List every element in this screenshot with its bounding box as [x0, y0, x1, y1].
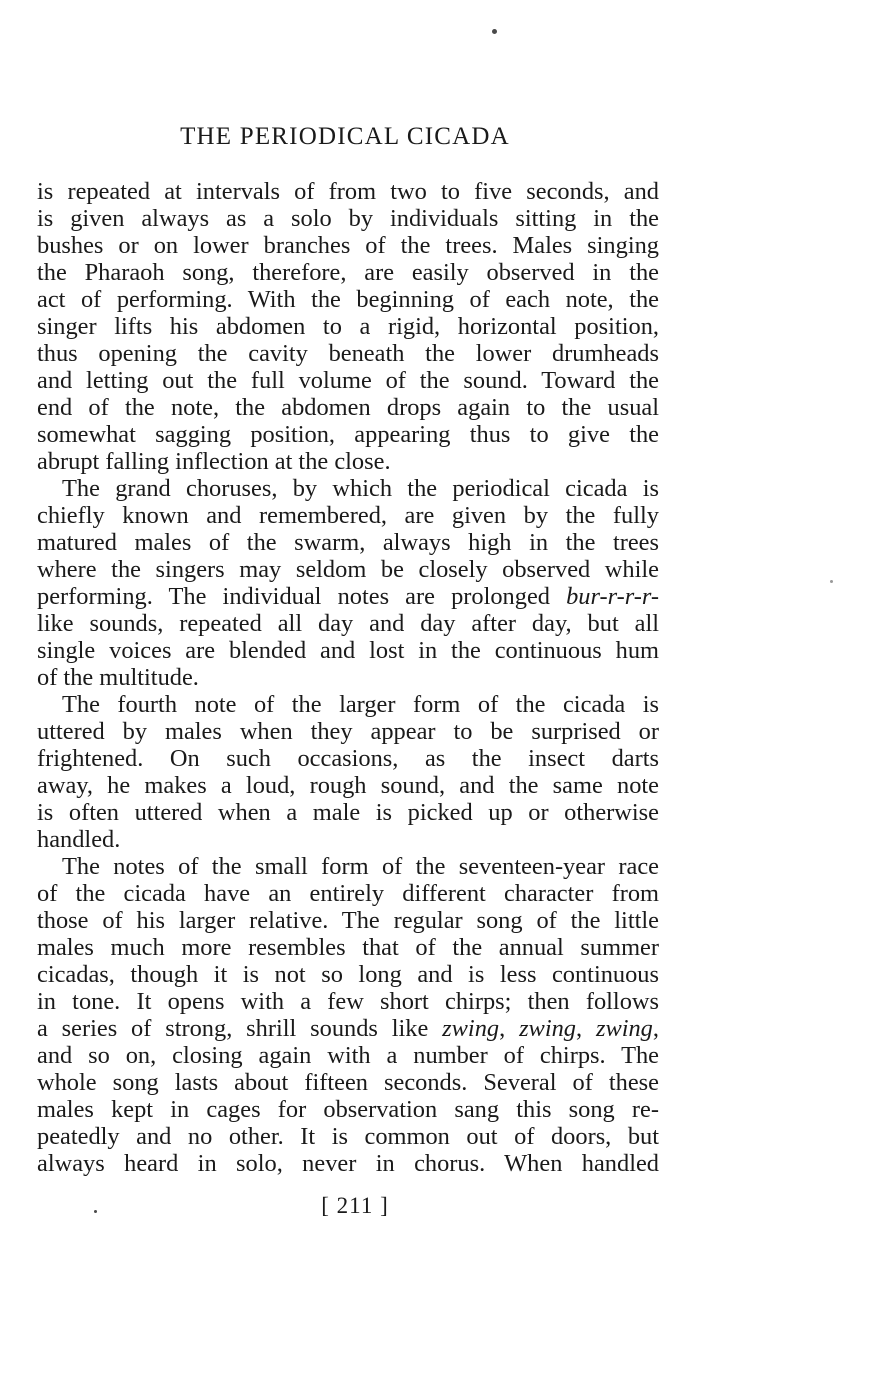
text-line: those of his larger relative. The regular song of the little	[37, 907, 659, 934]
text-line: in tone. It opens with a few short chirps; then follows	[37, 988, 659, 1015]
paragraph-1	[37, 178, 659, 475]
paragraph-2	[37, 475, 659, 691]
italic-text: zwing	[519, 1015, 576, 1042]
paragraph-3	[37, 691, 659, 853]
text-line: whole song lasts about fifteen seconds. Several of these	[37, 1069, 659, 1096]
text-line: away, he makes a loud, rough sound, and the same note	[37, 772, 659, 799]
text-line: like sounds, repeated all day and day after day, but all	[37, 610, 659, 637]
text-line	[37, 1015, 659, 1042]
paragraph-4	[37, 853, 659, 1177]
text-line: males kept in cages for observation sang this song re-	[37, 1096, 659, 1123]
text-line: The grand choruses, by which the periodical cicada is	[62, 475, 659, 502]
text-line: bushes or on lower branches of the trees. Males singing	[37, 232, 659, 259]
text-line: end of the note, the abdomen drops again to the usual	[37, 394, 659, 421]
italic-text: zwing	[442, 1015, 500, 1042]
text-segment: ,	[652, 1015, 659, 1042]
text-segment: ,	[499, 1015, 520, 1042]
text-line: peatedly and no other. It is common out of doors, but	[37, 1123, 659, 1150]
italic-text: zwing	[595, 1015, 653, 1042]
text-line: act of performing. With the beginning of each note, the	[37, 286, 659, 313]
running-head-title: THE PERIODICAL CICADA	[180, 123, 510, 150]
text-line: singer lifts his abdomen to a rigid, horizontal position,	[37, 313, 659, 340]
text-line	[37, 583, 659, 610]
text-line: where the singers may seldom be closely observed while	[37, 556, 659, 583]
text-line: is given always as a solo by individuals sitting in the	[37, 205, 659, 232]
text-line: somewhat sagging position, appearing thus to give the	[37, 421, 659, 448]
page-number	[0, 1192, 710, 1220]
text-line: abrupt falling inflection at the close.	[37, 448, 391, 475]
text-segment: ,	[576, 1015, 596, 1042]
text-line: is often uttered when a male is picked up or otherwise	[37, 799, 659, 826]
text-line: single voices are blended and lost in the continuous hum	[37, 637, 659, 664]
text-line: and letting out the full volume of the sound. Toward the	[37, 367, 659, 394]
text-line: The fourth note of the larger form of the cicada is	[62, 691, 659, 718]
text-line: cicadas, though it is not so long and is less continuous	[37, 961, 659, 988]
text-line: thus opening the cavity beneath the lower drumheads	[37, 340, 659, 367]
text-line: the Pharaoh song, therefore, are easily observed in the	[37, 259, 659, 286]
page-number-text: [ 211 ]	[321, 1193, 389, 1218]
text-line: frightened. On such occasions, as the insect darts	[37, 745, 659, 772]
text-line: is repeated at intervals of from two to five seconds, and	[37, 178, 659, 205]
body-text	[37, 178, 659, 1177]
text-line: and so on, closing again with a number of chirps. The	[37, 1042, 659, 1069]
text-line: of the multitude.	[37, 664, 199, 691]
text-segment: performing. The individual notes are prolonged	[37, 583, 567, 610]
text-line: males much more resembles that of the annual summer	[37, 934, 659, 961]
text-line: uttered by males when they appear to be surprised or	[37, 718, 659, 745]
text-line: always heard in solo, never in chorus. When handled	[37, 1150, 659, 1177]
ink-speck-right	[830, 580, 833, 583]
text-segment: a series of strong, shrill sounds like	[37, 1015, 443, 1042]
text-line: matured males of the swarm, always high in the trees	[37, 529, 659, 556]
text-line: handled.	[37, 826, 121, 853]
text-line: The notes of the small form of the seventeen-year race	[62, 853, 659, 880]
ink-speck-top	[492, 29, 497, 34]
text-line: chiefly known and remembered, are given by the fully	[37, 502, 659, 529]
text-line: of the cicada have an entirely different character from	[37, 880, 659, 907]
running-head	[0, 122, 690, 152]
italic-text: bur-r-r-r-	[566, 583, 659, 610]
